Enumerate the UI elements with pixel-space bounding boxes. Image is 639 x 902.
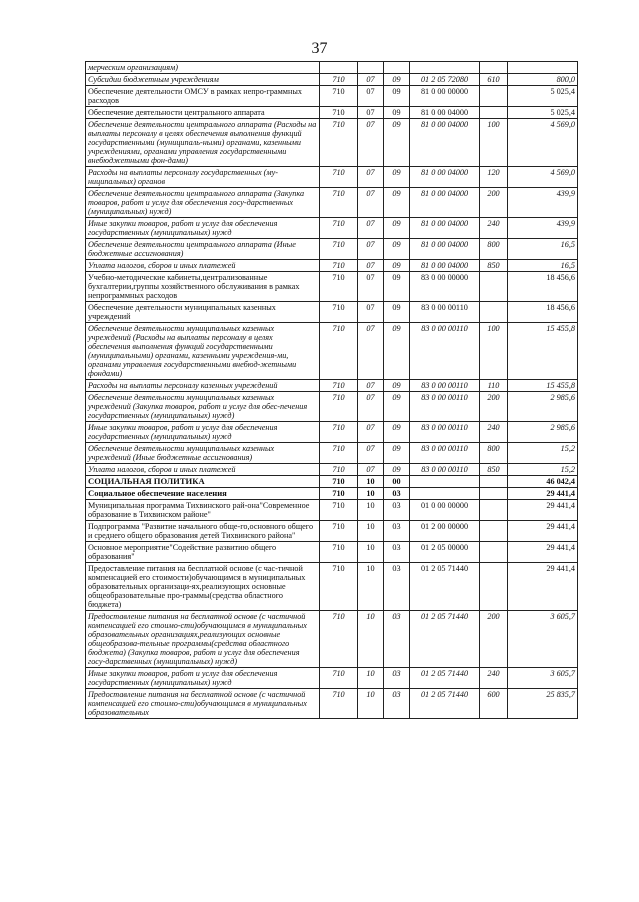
- expense-type-cell: [480, 476, 508, 488]
- target-article-cell: 83 0 00 00000: [410, 272, 480, 302]
- ministry-code-cell: 710: [320, 500, 358, 521]
- expense-type-cell: [480, 302, 508, 323]
- ministry-code-cell: 710: [320, 464, 358, 476]
- expense-name-cell: Основное мероприятие"Содействие развитию общего образования": [86, 542, 320, 563]
- expense-name-cell: Иные закупки товаров, работ и услуг для обеспечения государственных (муниципальных) нужд: [86, 218, 320, 239]
- amount-cell: 29 441,4: [508, 521, 578, 542]
- table-row: [86, 188, 578, 218]
- expense-name-cell: Расходы на выплаты персоналу государственных (му-ниципальных) органов: [86, 167, 320, 188]
- target-article-cell: [410, 488, 480, 500]
- subsection-code-cell: 09: [384, 218, 410, 239]
- amount-cell: 16,5: [508, 260, 578, 272]
- amount-cell: 3 605,7: [508, 668, 578, 689]
- subsection-code-cell: 00: [384, 476, 410, 488]
- table-row: [86, 74, 578, 86]
- subsection-code-cell: 03: [384, 611, 410, 668]
- target-article-cell: 83 0 00 00110: [410, 422, 480, 443]
- page-number: 37: [311, 40, 328, 57]
- expense-name-cell: Субсидии бюджетным учреждениям: [86, 74, 320, 86]
- expense-name-cell: Предоставление питания на бесплатной основе (с частичной компенсацией его стоимо-сти)обучающимся в муниципальных образовательных: [86, 689, 320, 719]
- ministry-code-cell: 710: [320, 563, 358, 611]
- target-article-cell: 81 0 00 04000: [410, 188, 480, 218]
- expense-type-cell: 850: [480, 260, 508, 272]
- expense-type-cell: [480, 563, 508, 611]
- section-code-cell: 07: [358, 86, 384, 107]
- expense-name-cell: Иные закупки товаров, работ и услуг для обеспечения государственных (муниципальных) нужд: [86, 422, 320, 443]
- table-row: [86, 167, 578, 188]
- subsection-code-cell: 09: [384, 443, 410, 464]
- table-row: [86, 62, 578, 74]
- expense-type-cell: 110: [480, 380, 508, 392]
- expense-type-cell: 610: [480, 74, 508, 86]
- amount-cell: 29 441,4: [508, 500, 578, 521]
- expense-type-cell: 200: [480, 611, 508, 668]
- table-row: [86, 668, 578, 689]
- target-article-cell: 01 0 00 00000: [410, 500, 480, 521]
- subsection-code-cell: 09: [384, 188, 410, 218]
- expense-name-cell: Подпрограмма "Развитие начального обще-го,основного общего и среднего общего образования детей Тихвинского района": [86, 521, 320, 542]
- table-row: [86, 521, 578, 542]
- subsection-code-cell: 09: [384, 422, 410, 443]
- expense-type-cell: 120: [480, 167, 508, 188]
- table-row: [86, 422, 578, 443]
- expense-name-cell: Обеспечение деятельности центрального аппарата (Иные бюджетные ассигнования): [86, 239, 320, 260]
- table-row: [86, 107, 578, 119]
- amount-cell: 15 455,8: [508, 380, 578, 392]
- expense-name-cell: Обеспечение деятельности муниципальных казенных учреждений (Закупка товаров, работ и услуг для обес-печения государственных (муниципальных) нужд): [86, 392, 320, 422]
- amount-cell: 18 456,6: [508, 272, 578, 302]
- expense-name-cell: СОЦИАЛЬНАЯ ПОЛИТИКА: [86, 476, 320, 488]
- target-article-cell: 01 2 00 00000: [410, 521, 480, 542]
- expense-name-cell: Обеспечение деятельности центрального аппарата (Расходы на выплаты персоналу в целях обеспечения выполнения функций государственными (муниципаль-ными) органами, казенными учреждениями, органами управления государственными внебюджетными фон-дами): [86, 119, 320, 167]
- section-code-cell: 07: [358, 167, 384, 188]
- expense-type-cell: 200: [480, 392, 508, 422]
- subsection-code-cell: 09: [384, 323, 410, 380]
- subsection-code-cell: 09: [384, 119, 410, 167]
- subsection-code-cell: 03: [384, 488, 410, 500]
- expense-type-cell: [480, 107, 508, 119]
- section-code-cell: 10: [358, 611, 384, 668]
- table-row: [86, 464, 578, 476]
- section-code-cell: 07: [358, 218, 384, 239]
- ministry-code-cell: 710: [320, 302, 358, 323]
- subsection-code-cell: 09: [384, 392, 410, 422]
- amount-cell: 25 835,7: [508, 689, 578, 719]
- section-code-cell: 10: [358, 542, 384, 563]
- section-code-cell: 07: [358, 74, 384, 86]
- subsection-code-cell: 09: [384, 74, 410, 86]
- amount-cell: 800,0: [508, 74, 578, 86]
- ministry-code-cell: 710: [320, 611, 358, 668]
- ministry-code-cell: 710: [320, 689, 358, 719]
- expense-type-cell: 240: [480, 218, 508, 239]
- expense-name-cell: Обеспечение деятельности ОМСУ в рамках непро-граммных расходов: [86, 86, 320, 107]
- ministry-code-cell: 710: [320, 392, 358, 422]
- ministry-code-cell: 710: [320, 188, 358, 218]
- ministry-code-cell: 710: [320, 542, 358, 563]
- amount-cell: 46 042,4: [508, 476, 578, 488]
- section-code-cell: 07: [358, 380, 384, 392]
- subsection-code-cell: 09: [384, 86, 410, 107]
- expense-type-cell: [480, 62, 508, 74]
- table-row: [86, 611, 578, 668]
- section-code-cell: 07: [358, 392, 384, 422]
- section-code-cell: 07: [358, 260, 384, 272]
- expense-type-cell: 800: [480, 443, 508, 464]
- expense-name-cell: Обеспечение деятельности муниципальных казенных учреждений: [86, 302, 320, 323]
- target-article-cell: 83 0 00 00110: [410, 302, 480, 323]
- subsection-code-cell: 03: [384, 521, 410, 542]
- ministry-code-cell: 710: [320, 260, 358, 272]
- section-code-cell: 07: [358, 272, 384, 302]
- target-article-cell: 01 2 05 71440: [410, 611, 480, 668]
- amount-cell: 2 985,6: [508, 422, 578, 443]
- section-code-cell: 07: [358, 188, 384, 218]
- target-article-cell: 81 0 00 00000: [410, 86, 480, 107]
- amount-cell: 29 441,4: [508, 542, 578, 563]
- expense-name-cell: Учебно-методические кабинеты,централизованные бухгалтерии,группы хозяйственного обслуживания в рамках непрограммных расходов: [86, 272, 320, 302]
- section-code-cell: 10: [358, 476, 384, 488]
- subsection-code-cell: 03: [384, 689, 410, 719]
- section-code-cell: 07: [358, 422, 384, 443]
- amount-cell: 16,5: [508, 239, 578, 260]
- section-code-cell: 10: [358, 521, 384, 542]
- ministry-code-cell: 710: [320, 476, 358, 488]
- section-code-cell: 07: [358, 323, 384, 380]
- amount-cell: 15,2: [508, 464, 578, 476]
- table-row: [86, 689, 578, 719]
- ministry-code-cell: 710: [320, 422, 358, 443]
- table-row: [86, 86, 578, 107]
- target-article-cell: 81 0 00 04000: [410, 260, 480, 272]
- ministry-code-cell: 710: [320, 86, 358, 107]
- expense-type-cell: 850: [480, 464, 508, 476]
- expense-type-cell: 240: [480, 668, 508, 689]
- amount-cell: 15,2: [508, 443, 578, 464]
- expense-name-cell: Обеспечение деятельности муниципальных казенных учреждений (Расходы на выплаты персоналу в целях обеспечения выполнения функций государственными (муниципальными) органами, казенными учреждения-ми, органами управления государственными внебюд-жетными фондами): [86, 323, 320, 380]
- expense-name-cell: Социальное обеспечение населения: [86, 488, 320, 500]
- budget-table: [85, 61, 578, 719]
- target-article-cell: 81 0 00 04000: [410, 119, 480, 167]
- expense-name-cell: Предоставление питания на бесплатной основе (с час-тичной компенсацией его стоимости)обучающимся в муниципальных образовательных организаци-ях,реализующих основные общеобразовательные про-граммы(средства областного бюджета): [86, 563, 320, 611]
- ministry-code-cell: 710: [320, 107, 358, 119]
- amount-cell: 2 985,6: [508, 392, 578, 422]
- amount-cell: 29 441,4: [508, 488, 578, 500]
- subsection-code-cell: 09: [384, 272, 410, 302]
- subsection-code-cell: 09: [384, 167, 410, 188]
- expense-type-cell: 100: [480, 323, 508, 380]
- subsection-code-cell: 03: [384, 668, 410, 689]
- expense-type-cell: [480, 86, 508, 107]
- ministry-code-cell: 710: [320, 443, 358, 464]
- section-code-cell: 07: [358, 302, 384, 323]
- expense-name-cell: Муниципальная программа Тихвинского рай-она"Современное образование в Тихвинском районе": [86, 500, 320, 521]
- expense-type-cell: 100: [480, 119, 508, 167]
- expense-name-cell: мерческим организациям): [86, 62, 320, 74]
- table-row: [86, 443, 578, 464]
- section-code-cell: 07: [358, 464, 384, 476]
- target-article-cell: 83 0 00 00110: [410, 323, 480, 380]
- table-row: [86, 323, 578, 380]
- table-row: [86, 380, 578, 392]
- amount-cell: 29 441,4: [508, 563, 578, 611]
- table-row: [86, 392, 578, 422]
- amount-cell: 3 605,7: [508, 611, 578, 668]
- table-row: [86, 239, 578, 260]
- table-row: [86, 542, 578, 563]
- expense-type-cell: 200: [480, 188, 508, 218]
- section-code-cell: 10: [358, 563, 384, 611]
- subsection-code-cell: 03: [384, 542, 410, 563]
- section-code-cell: 10: [358, 668, 384, 689]
- section-code-cell: 07: [358, 119, 384, 167]
- target-article-cell: 81 0 00 04000: [410, 218, 480, 239]
- table-row: [86, 500, 578, 521]
- ministry-code-cell: [320, 62, 358, 74]
- ministry-code-cell: 710: [320, 380, 358, 392]
- section-code-cell: 07: [358, 443, 384, 464]
- target-article-cell: 83 0 00 00110: [410, 464, 480, 476]
- target-article-cell: 81 0 00 04000: [410, 167, 480, 188]
- subsection-code-cell: 03: [384, 500, 410, 521]
- expense-type-cell: [480, 500, 508, 521]
- section-code-cell: 10: [358, 488, 384, 500]
- table-row: [86, 260, 578, 272]
- section-code-cell: 10: [358, 689, 384, 719]
- subsection-code-cell: [384, 62, 410, 74]
- table-row: [86, 302, 578, 323]
- target-article-cell: 01 2 05 71440: [410, 563, 480, 611]
- expense-type-cell: [480, 542, 508, 563]
- ministry-code-cell: 710: [320, 167, 358, 188]
- amount-cell: 18 456,6: [508, 302, 578, 323]
- subsection-code-cell: 09: [384, 260, 410, 272]
- expense-name-cell: Обеспечение деятельности центрального аппарата (Закупка товаров, работ и услуг для обеспечения госу-дарственных (муниципальных) нужд): [86, 188, 320, 218]
- ministry-code-cell: 710: [320, 521, 358, 542]
- expense-type-cell: 600: [480, 689, 508, 719]
- section-code-cell: 10: [358, 500, 384, 521]
- section-code-cell: 07: [358, 107, 384, 119]
- subsection-code-cell: 03: [384, 563, 410, 611]
- amount-cell: 439,9: [508, 188, 578, 218]
- expense-name-cell: Иные закупки товаров, работ и услуг для обеспечения государственных (муниципальных) нужд: [86, 668, 320, 689]
- target-article-cell: 83 0 00 00110: [410, 443, 480, 464]
- expense-name-cell: Обеспечение деятельности муниципальных казенных учреждений (Иные бюджетные ассигнования): [86, 443, 320, 464]
- amount-cell: 5 025,4: [508, 107, 578, 119]
- ministry-code-cell: 710: [320, 74, 358, 86]
- expense-type-cell: [480, 272, 508, 302]
- ministry-code-cell: 710: [320, 119, 358, 167]
- table-row: [86, 218, 578, 239]
- table-row: [86, 488, 578, 500]
- target-article-cell: 01 2 05 71440: [410, 689, 480, 719]
- ministry-code-cell: 710: [320, 668, 358, 689]
- amount-cell: 4 569,0: [508, 119, 578, 167]
- target-article-cell: 83 0 00 00110: [410, 380, 480, 392]
- expense-type-cell: [480, 521, 508, 542]
- amount-cell: 15 455,8: [508, 323, 578, 380]
- target-article-cell: [410, 62, 480, 74]
- expense-type-cell: 800: [480, 239, 508, 260]
- expense-type-cell: [480, 488, 508, 500]
- target-article-cell: 01 2 05 72080: [410, 74, 480, 86]
- ministry-code-cell: 710: [320, 218, 358, 239]
- expense-name-cell: Уплата налогов, сборов и иных платежей: [86, 260, 320, 272]
- expense-type-cell: 240: [480, 422, 508, 443]
- amount-cell: 439,9: [508, 218, 578, 239]
- section-code-cell: [358, 62, 384, 74]
- expense-name-cell: Расходы на выплаты персоналу казенных учреждений: [86, 380, 320, 392]
- expense-name-cell: Предоставление питания на бесплатной основе (с частичной компенсацией его стоимо-сти)обучающимся в муниципальных образовательных организациях,реализующих основные общеобразова-тельные программы(средства областного бюджета) (Закупка товаров, работ и услуг для обеспечения госу-дарственных (муниципальных) нужд): [86, 611, 320, 668]
- ministry-code-cell: 710: [320, 272, 358, 302]
- target-article-cell: 81 0 00 04000: [410, 107, 480, 119]
- expense-name-cell: Уплата налогов, сборов и иных платежей: [86, 464, 320, 476]
- subsection-code-cell: 09: [384, 464, 410, 476]
- target-article-cell: [410, 476, 480, 488]
- ministry-code-cell: 710: [320, 239, 358, 260]
- target-article-cell: 01 2 05 00000: [410, 542, 480, 563]
- amount-cell: 5 025,4: [508, 86, 578, 107]
- expense-name-cell: Обеспечение деятельности центрального аппарата: [86, 107, 320, 119]
- section-code-cell: 07: [358, 239, 384, 260]
- subsection-code-cell: 09: [384, 239, 410, 260]
- table-row: [86, 476, 578, 488]
- table-row: [86, 563, 578, 611]
- ministry-code-cell: 710: [320, 488, 358, 500]
- ministry-code-cell: 710: [320, 323, 358, 380]
- table-row: [86, 272, 578, 302]
- subsection-code-cell: 09: [384, 107, 410, 119]
- subsection-code-cell: 09: [384, 302, 410, 323]
- target-article-cell: 01 2 05 71440: [410, 668, 480, 689]
- subsection-code-cell: 09: [384, 380, 410, 392]
- target-article-cell: 81 0 00 04000: [410, 239, 480, 260]
- amount-cell: [508, 62, 578, 74]
- table-row: [86, 119, 578, 167]
- target-article-cell: 83 0 00 00110: [410, 392, 480, 422]
- amount-cell: 4 569,0: [508, 167, 578, 188]
